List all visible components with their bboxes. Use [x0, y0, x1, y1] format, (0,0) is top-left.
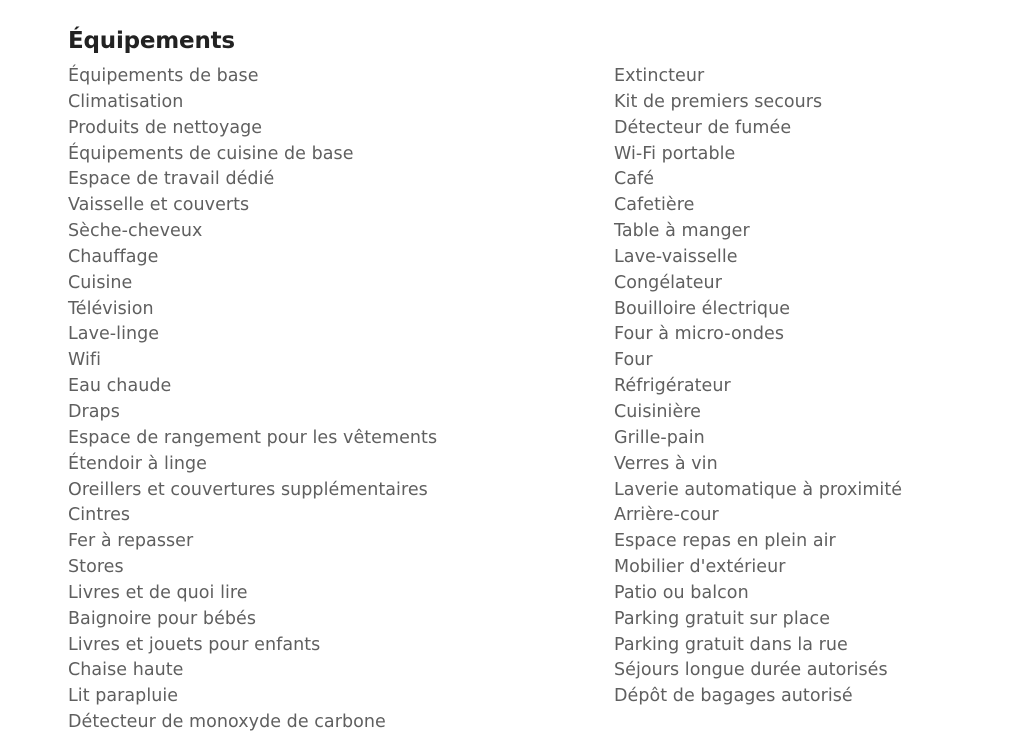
amenity-item: Lave-vaisselle [614, 246, 738, 267]
amenities-right-column [614, 64, 902, 710]
section-title: Équipements [68, 28, 235, 54]
amenity-item: Mobilier d'extérieur [614, 557, 786, 578]
amenity-item: Bouilloire électrique [614, 298, 791, 319]
amenity-item: Étendoir à linge [68, 453, 207, 474]
amenity-item: Espace repas en plein air [614, 531, 836, 552]
amenities-left-column [68, 64, 437, 736]
amenity-item: Lit parapluie [68, 686, 179, 707]
amenity-item: Équipements de base [68, 66, 259, 86]
amenity-item: Cuisinière [614, 401, 701, 422]
amenity-item: Four [614, 350, 653, 371]
amenity-item: Chaise haute [68, 660, 184, 681]
amenities-section [68, 24, 998, 733]
amenity-item: Vaisselle et couverts [68, 195, 250, 216]
amenity-item: Arrière-cour [614, 505, 719, 526]
amenity-item: Espace de travail dédié [68, 169, 275, 190]
amenity-item: Wifi [68, 350, 102, 371]
amenity-item: Séjours longue durée autorisés [614, 660, 888, 681]
amenity-item: Verres à vin [614, 453, 718, 474]
amenity-item: Livres et jouets pour enfants [68, 634, 321, 655]
amenity-item: Café [614, 169, 655, 190]
amenity-item: Espace de rangement pour les vêtements [68, 427, 438, 448]
amenity-item: Climatisation [68, 91, 184, 112]
amenity-item: Télévision [68, 298, 154, 319]
amenity-item: Fer à repasser [68, 531, 194, 552]
amenity-item: Laverie automatique à proximité [614, 479, 903, 500]
amenity-item: Parking gratuit sur place [614, 608, 831, 629]
amenity-item: Table à manger [614, 221, 750, 242]
amenity-item: Grille-pain [614, 427, 705, 448]
amenity-item: Chauffage [68, 246, 159, 267]
amenity-item: Parking gratuit dans la rue [614, 634, 848, 655]
amenity-item: Wi-Fi portable [614, 143, 736, 164]
amenity-item: Patio ou balcon [614, 582, 749, 603]
amenity-item: Détecteur de monoxyde de carbone [68, 712, 386, 733]
amenity-item: Cintres [68, 505, 131, 526]
amenity-item: Four à micro-ondes [614, 324, 784, 345]
amenity-item: Cuisine [68, 272, 133, 293]
amenity-item: Dépôt de bagages autorisé [614, 686, 853, 707]
amenity-item: Sèche-cheveux [68, 221, 203, 242]
amenity-item: Oreillers et couvertures supplémentaires [68, 479, 428, 500]
amenity-item: Lave-linge [68, 324, 160, 345]
amenity-item: Détecteur de fumée [614, 117, 792, 138]
amenity-item: Baignoire pour bébés [68, 608, 257, 629]
amenity-item: Cafetière [614, 195, 695, 216]
amenity-item: Produits de nettoyage [68, 117, 263, 138]
amenity-item: Draps [68, 401, 120, 422]
amenity-item: Kit de premiers secours [614, 91, 823, 112]
amenity-item: Livres et de quoi lire [68, 582, 248, 603]
amenity-item: Extincteur [614, 66, 705, 86]
amenity-item: Réfrigérateur [614, 376, 731, 397]
amenity-item: Équipements de cuisine de base [68, 143, 354, 164]
amenity-item: Congélateur [614, 272, 722, 293]
amenity-item: Stores [68, 557, 124, 578]
amenity-item: Eau chaude [68, 376, 172, 397]
